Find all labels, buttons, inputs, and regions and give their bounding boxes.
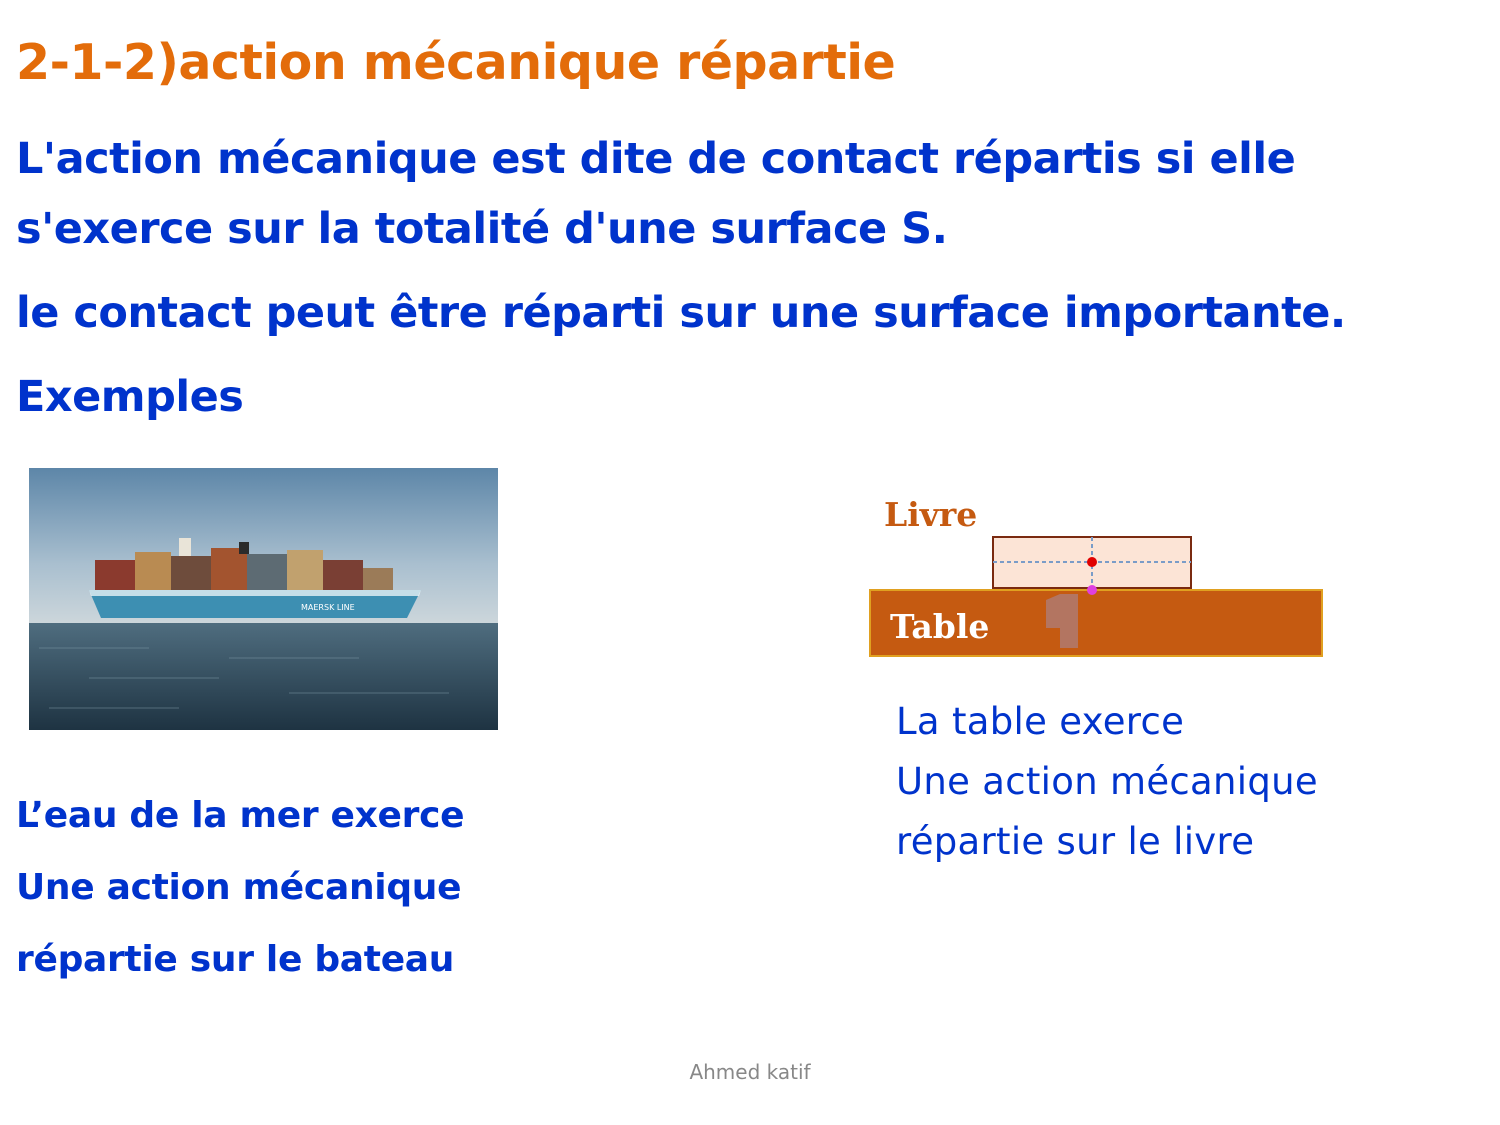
hull-text: MAERSK LINE xyxy=(301,603,355,612)
ship-caption-line-2: Une action mécanique xyxy=(16,867,462,908)
definition-text xyxy=(16,124,1295,264)
definition-line-1: L'action mécanique est dite de contact répartis si elle xyxy=(16,134,1296,184)
examples-heading: Exemples xyxy=(16,372,244,422)
table-caption xyxy=(896,692,1318,872)
table-caption-line-2: Une action mécanique xyxy=(896,760,1318,803)
book-on-table-diagram xyxy=(860,480,1340,670)
ship-caption xyxy=(16,780,464,996)
contact-point xyxy=(1087,585,1097,595)
slide-title: 2-1-2)action mécanique répartie xyxy=(16,34,896,91)
table-label: Table xyxy=(890,607,990,646)
table-caption-line-1: La table exerce xyxy=(896,700,1185,743)
book-label: Livre xyxy=(884,495,978,534)
ship-caption-line-3: répartie sur le bateau xyxy=(16,939,455,980)
definition-line-2: s'exerce sur la totalité d'une surface S. xyxy=(16,204,948,254)
footer-author: Ahmed katif xyxy=(689,1060,811,1084)
surface-note: le contact peut être réparti sur une surface importante. xyxy=(16,288,1346,338)
ship-caption-line-1: L’eau de la mer exerce xyxy=(16,795,465,836)
table-caption-line-3: répartie sur le livre xyxy=(896,820,1255,863)
ship-photo xyxy=(29,468,498,730)
book-center-point xyxy=(1087,557,1097,567)
